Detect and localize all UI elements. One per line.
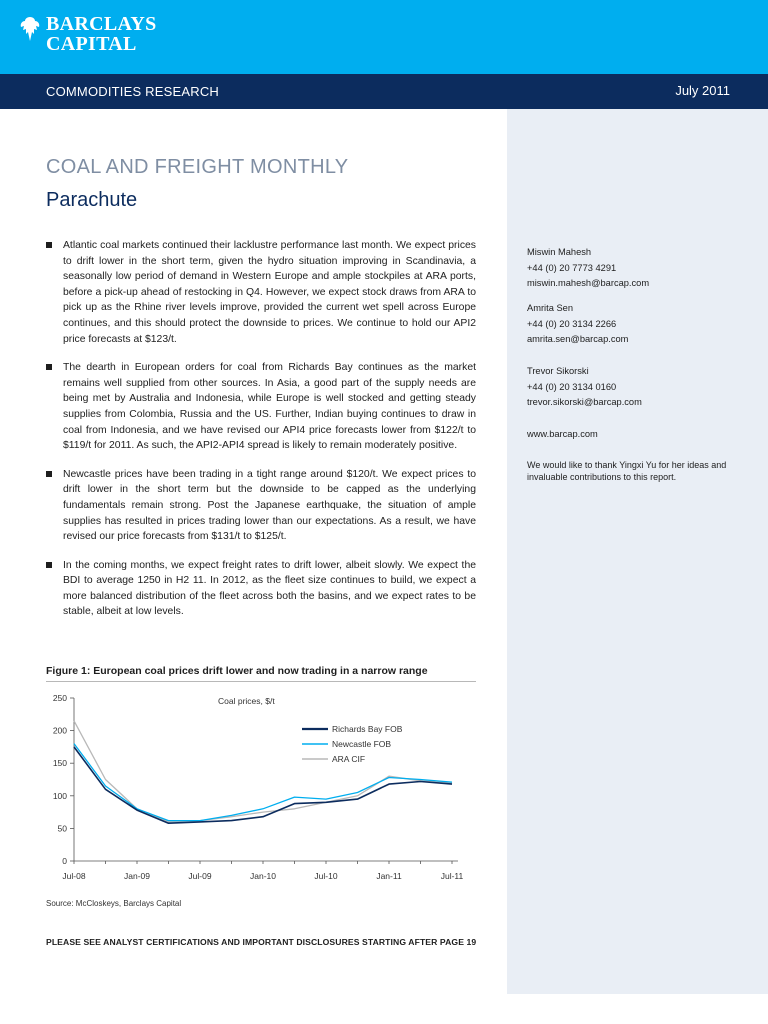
barclays-capital-logo [20, 14, 157, 54]
chart-legend [302, 724, 403, 764]
y-axis [53, 693, 74, 866]
contact-card [527, 364, 642, 411]
section-label: COMMODITIES RESEARCH [46, 84, 220, 99]
y-tick-label: 200 [52, 725, 67, 736]
contact-phone: +44 (0) 20 3134 2266 [527, 318, 617, 329]
contact-name: Miswin Mahesh [527, 247, 592, 257]
sidebar-panel [507, 109, 768, 994]
bullet-item: In the coming months, we expect freight rates to drift lower, albeit slowly. We expect the BDI to average 1250 in H2 11. In 2012, as the fleet size continues to build, we expect a more balanced distribution of the fleet across both the basins, and we expect rates to be stable, albeit at low levels. [46, 558, 476, 620]
bullet-item: Atlantic coal markets continued their lacklustre performance last month. We expect prices to drift lower in the short term, given the hydro situation improving in Scandinavia, a seasonally low period of demand in Western Europe and ample stockpiles at ARA ports, before a pick-up ahead of restocking in Q4. However, we expect stock draws from ARA to pick up as the Rhine river levels improve, provided the current wet spell across Europe continues, and this should protect the downside to prices. We continue to hold our API2 price forecasts at $123/t. [46, 238, 476, 347]
x-axis [62, 861, 463, 881]
bullet-item: Newcastle prices have been trading in a tight range around $120/t. We expect prices to drift lower in the short term but the downside to be capped as the underlying fundamentals remain strong. Post the Japanese earthquake, the situation of ample supplies has resulted in prices trading lower than our expectations. As a result, we have revised our price forecasts from $131/t to $125/t. [46, 467, 476, 545]
contact-phone: +44 (0) 20 7773 4291 [527, 262, 617, 273]
summary-bullets [46, 238, 476, 633]
contact-email-link[interactable]: miswin.mahesh@barcap.com [527, 278, 650, 288]
eagle-icon [20, 16, 40, 42]
legend-label: ARA CIF [332, 754, 366, 764]
x-tick-label: Jan-09 [124, 871, 150, 881]
report-title: COAL AND FREIGHT MONTHLY [46, 156, 349, 178]
bullet-item: The dearth in European orders for coal from Richards Bay continues as the market remains well supplied from other sources. In Asia, a good part of the supply needs are being met by Australia and Indonesia, while Europe is well stocked and getting steady supplies from Colombia, Russia and the US. Further, Indian buying continues to draw in coal from Indonesia, and we have revised our API4 price forecasts lower from $122/t to $119/t for 2011. As such, the API2-API4 spread is likely to remain moderately positive. [46, 360, 476, 454]
x-tick-label: Jul-08 [62, 871, 86, 881]
legend-label: Newcastle FOB [332, 739, 392, 749]
website-link[interactable]: www.barcap.com [527, 429, 598, 439]
y-tick-label: 250 [52, 693, 67, 703]
chart-title: Coal prices, $/t [218, 696, 275, 706]
series-group [74, 721, 452, 823]
contact-name: Amrita Sen [527, 303, 573, 313]
logo-line-2: CAPITAL [46, 33, 137, 55]
x-tick-label: Jul-11 [440, 871, 464, 881]
contact-phone: +44 (0) 20 3134 0160 [527, 381, 617, 392]
figure-title: Figure 1: European coal prices drift lower and now trading in a narrow range [46, 665, 476, 682]
contact-name: Trevor Sikorski [527, 366, 589, 376]
contact-card [527, 245, 649, 292]
x-tick-label: Jul-10 [314, 871, 338, 881]
x-tick-label: Jan-10 [250, 871, 276, 881]
figure-source: Source: McCloskeys, Barclays Capital [46, 899, 182, 908]
legend-label: Richards Bay FOB [332, 724, 403, 734]
logo-line-1: BARCLAYS [46, 13, 157, 35]
y-tick-label: 50 [57, 823, 67, 834]
report-subtitle: Parachute [46, 189, 138, 211]
series-line-newcastle-fob [74, 744, 452, 821]
y-tick-label: 100 [52, 790, 67, 801]
contact-card [527, 301, 628, 348]
contact-email-link[interactable]: amrita.sen@barcap.com [527, 334, 629, 344]
section-bar [0, 74, 768, 109]
report-date: July 2011 [675, 83, 730, 98]
x-tick-label: Jul-09 [188, 871, 212, 881]
disclaimer: PLEASE SEE ANALYST CERTIFICATIONS AND IMPORTANT DISCLOSURES STARTING AFTER PAGE 19 [46, 937, 477, 947]
coal-price-chart [46, 686, 476, 891]
y-tick-label: 0 [62, 856, 67, 866]
contact-email-link[interactable]: trevor.sikorski@barcap.com [527, 397, 642, 407]
acknowledgement: We would like to thank Yingxi Yu for her ideas and invaluable contributions to this report. [527, 460, 727, 482]
y-tick-label: 150 [52, 758, 67, 769]
brand-header [0, 0, 768, 74]
x-tick-label: Jan-11 [376, 871, 402, 881]
